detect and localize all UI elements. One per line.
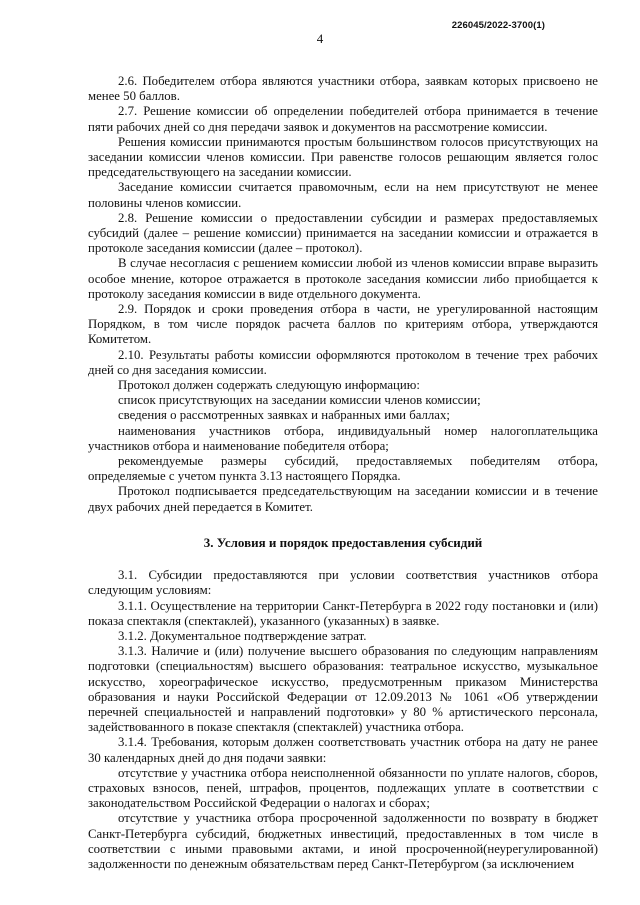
paragraph: сведения о рассмотренных заявках и набранных ими баллах; <box>118 408 450 423</box>
paragraph: 3.1.3. Наличие и (или) получение высшего образования по следующим направлениям подготовки (специальностям) высшего образования: театральное искусство, музыкальное искусство, хореографическое искусство, предусмотренным приказом Министерства образования и науки Российской Федерации от 12.09.2013 № 1061 «Об утверждении перечней специальностей и направлений подготовки» у 80 % артистического персонала, задействованного в показе спектакля (спектаклей) участника отбора. <box>88 644 598 735</box>
paragraph: 3.1.1. Осуществление на территории Санкт-Петербурга в 2022 году постановки и (или) показа спектакля (спектаклей), указанного (указанных) в заявке. <box>88 598 598 628</box>
document-id: 226045/2022-3700(1) <box>451 20 545 31</box>
paragraph: отсутствие у участника отбора просроченной задолженности по возврату в бюджет Санкт-Петербурга субсидий, бюджетных инвестиций, предоставленных в том числе в соответствии с иными правовыми актами, и иной просроченной(неурегулированной) задолженности по денежным обязательствам перед Санкт-Петербургом (за исключением <box>88 811 598 871</box>
paragraph: рекомендуемые размеры субсидий, предоставляемых победителям отбора, определяемые с учетом пункта 3.13 настоящего Порядка. <box>88 454 598 484</box>
paragraph: В случае несогласия с решением комиссии любой из членов комиссии вправе выразить особое мнение, которое отражается в протоколе заседания комиссии либо приобщается к протоколу заседания комиссии в виде отдельного документа. <box>88 256 598 301</box>
paragraph: 2.6. Победителем отбора являются участники отбора, заявкам которых присвоено не менее 50 баллов. <box>88 74 598 104</box>
paragraph: отсутствие у участника отбора неисполненной обязанности по уплате налогов, сборов, страховых взносов, пеней, штрафов, процентов, подлежащих уплате в соответствии с законодательством Российской Федерации о налогах и сборах; <box>88 765 598 811</box>
page-number: 4 <box>316 31 324 46</box>
paragraph: 3.1.2. Документальное подтверждение затрат. <box>118 628 367 643</box>
paragraph: Заседание комиссии считается правомочным, если на нем присутствуют не менее половины членов комиссии. <box>88 180 598 210</box>
paragraph: 3.1.4. Требования, которым должен соответствовать участник отбора на дату не ранее 30 календарных дней до дня подачи заявки: <box>88 735 598 765</box>
paragraph: 2.9. Порядок и сроки проведения отбора в части, не урегулированной настоящим Порядком, в том числе порядок расчета баллов по критериям отбора, утверждаются Комитетом. <box>88 302 598 347</box>
document-body <box>88 74 598 872</box>
paragraph: 2.8. Решение комиссии о предоставлении субсидии и размерах предоставляемых субсидий (далее – решение комиссии) принимается на заседании комиссии и отражается в протоколе заседания комиссии (далее – протокол). <box>88 210 598 256</box>
paragraph: 3.1. Субсидии предоставляются при условии соответствия участников отбора следующим условиям: <box>88 568 598 598</box>
section-heading: 3. Условия и порядок предоставления субсидий <box>203 534 483 550</box>
paragraph: список присутствующих на заседании комиссии членов комиссии; <box>118 393 481 408</box>
paragraph: 2.10. Результаты работы комиссии оформляются протоколом в течение трех рабочих дней со дня заседания комиссии. <box>88 347 598 377</box>
paragraph: наименования участников отбора, индивидуальный номер налогоплательщика участников отбора и наименование победителя отбора; <box>88 423 598 453</box>
paragraph: Протокол подписывается председательствующим на заседании комиссии и в течение двух рабочих дней передается в Комитет. <box>88 484 598 514</box>
paragraph: Протокол должен содержать следующую информацию: <box>118 378 420 393</box>
paragraph: 2.7. Решение комиссии об определении победителей отбора принимается в течение пяти рабочих дней со дня передачи заявок и документов на рассмотрение комиссии. <box>88 104 598 134</box>
paragraph: Решения комиссии принимаются простым большинством голосов присутствующих на заседании комиссии членов комиссии. При равенстве голосов решающим является голос председательствующего на заседании комиссии. <box>88 134 598 180</box>
